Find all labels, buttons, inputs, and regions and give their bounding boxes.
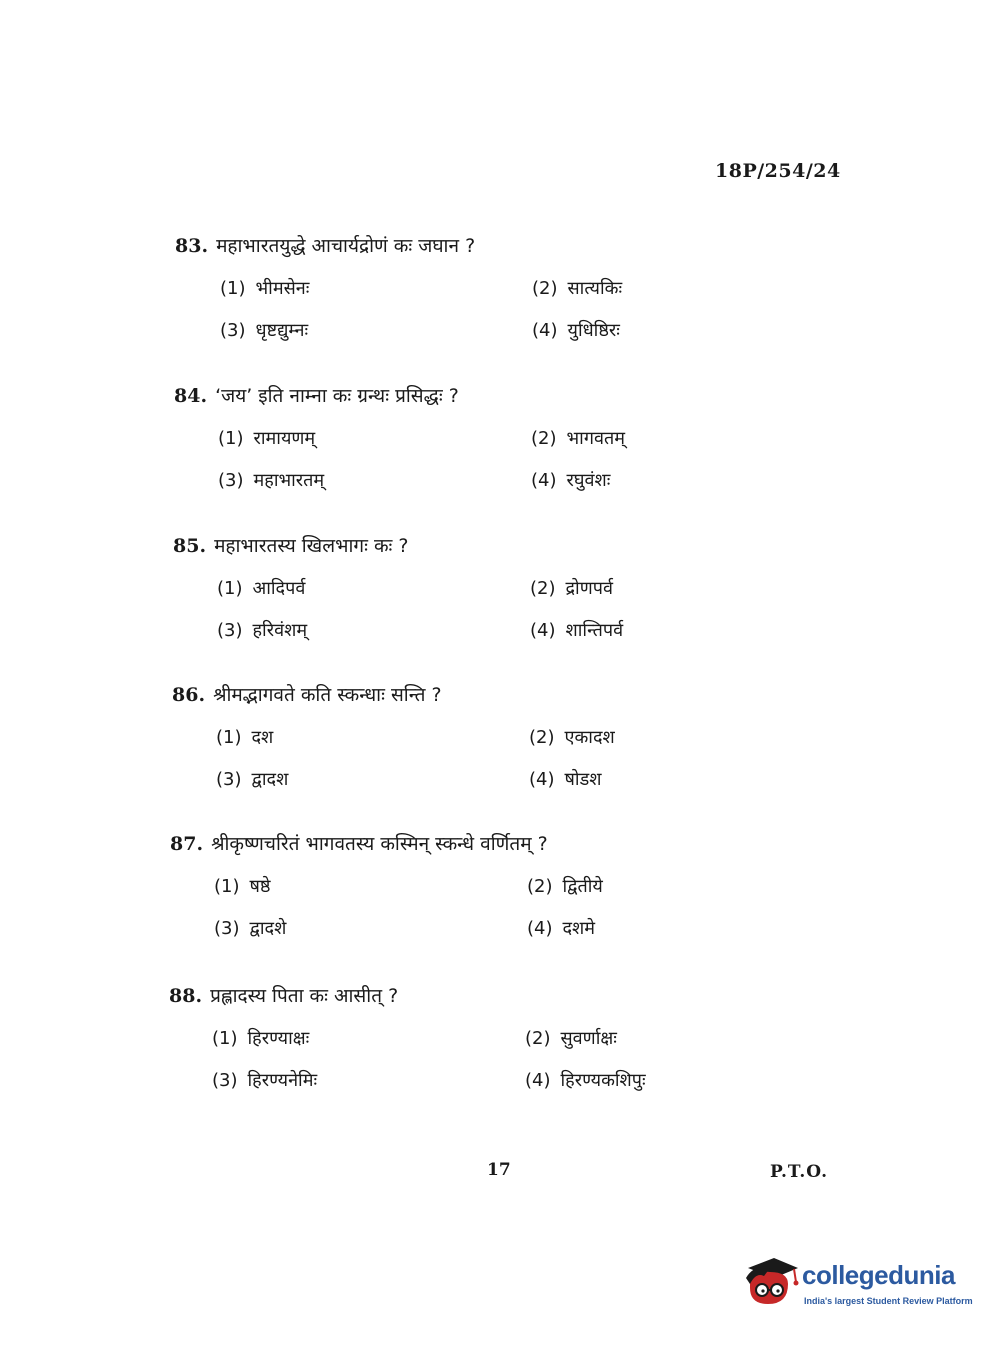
option-2: (2) द्रोणपर्व [530,578,613,599]
option-2: (2) एकादश [529,727,615,748]
option-1: (1) भीमसेनः [220,278,310,299]
option-3: (3) द्वादशे [214,918,287,939]
question-stem [169,982,398,1008]
question-text: ‘जय’ इति नाम्ना कः ग्रन्थः प्रसिद्धः ? [215,385,459,407]
question-number: 88. [169,985,203,1007]
collegedunia-watermark [740,1250,973,1320]
option-3: (3) धृष्टद्युम्नः [220,320,309,341]
option-3: (3) द्वादश [216,769,289,790]
question-text: श्रीमद्भागवते कति स्कन्धाः सन्ति ? [213,684,442,706]
option-2: (2) द्वितीये [527,876,603,897]
option-1: (1) हिरण्याक्षः [212,1028,310,1049]
question-stem [174,382,459,408]
option-1: (1) आदिपर्व [217,578,306,599]
question-text: महाभारतस्य खिलभागः कः ? [214,535,409,557]
question-number: 87. [170,833,204,855]
question-number: 85. [173,535,207,557]
question-stem [170,830,548,856]
option-4: (4) रघुवंशः [531,470,611,491]
collegedunia-logo-icon [740,1250,800,1310]
option-4: (4) हिरण्यकशिपुः [525,1070,646,1091]
option-3: (3) हिरण्यनेमिः [212,1070,318,1091]
option-2: (2) सात्यकिः [532,278,623,299]
question-stem [172,681,442,707]
option-4: (4) शान्तिपर्व [530,620,624,641]
option-4: (4) षोडश [529,769,602,790]
question-number: 83. [175,235,209,257]
option-4: (4) दशमे [527,918,596,939]
paper-code: 18P/254/24 [715,160,841,182]
question-text: महाभारतयुद्धे आचार्यद्रोणं कः जघान ? [216,235,476,257]
collegedunia-tagline: India's largest Student Review Platform [804,1296,973,1306]
pto-label: P.T.O. [770,1162,828,1182]
question-text: श्रीकृष्णचरितं भागवतस्य कस्मिन् स्कन्धे वर्णितम् ? [211,833,548,855]
question-stem [175,232,475,258]
question-number: 84. [174,385,208,407]
option-1: (1) दश [216,727,274,748]
question-stem [173,532,409,558]
question-number: 86. [172,684,206,706]
option-2: (2) सुवर्णाक्षः [525,1028,617,1049]
option-4: (4) युधिष्ठिरः [532,320,620,341]
option-3: (3) महाभारतम् [218,470,325,491]
collegedunia-logo-name: collegedunia [802,1260,955,1290]
option-2: (2) भागवतम् [531,428,625,449]
option-1: (1) षष्ठे [214,876,271,897]
option-3: (3) हरिवंशम् [217,620,308,641]
question-text: प्रह्लादस्य पिता कः आसीत् ? [210,985,399,1007]
option-1: (1) रामायणम् [218,428,316,449]
page-number: 17 [487,1160,511,1180]
